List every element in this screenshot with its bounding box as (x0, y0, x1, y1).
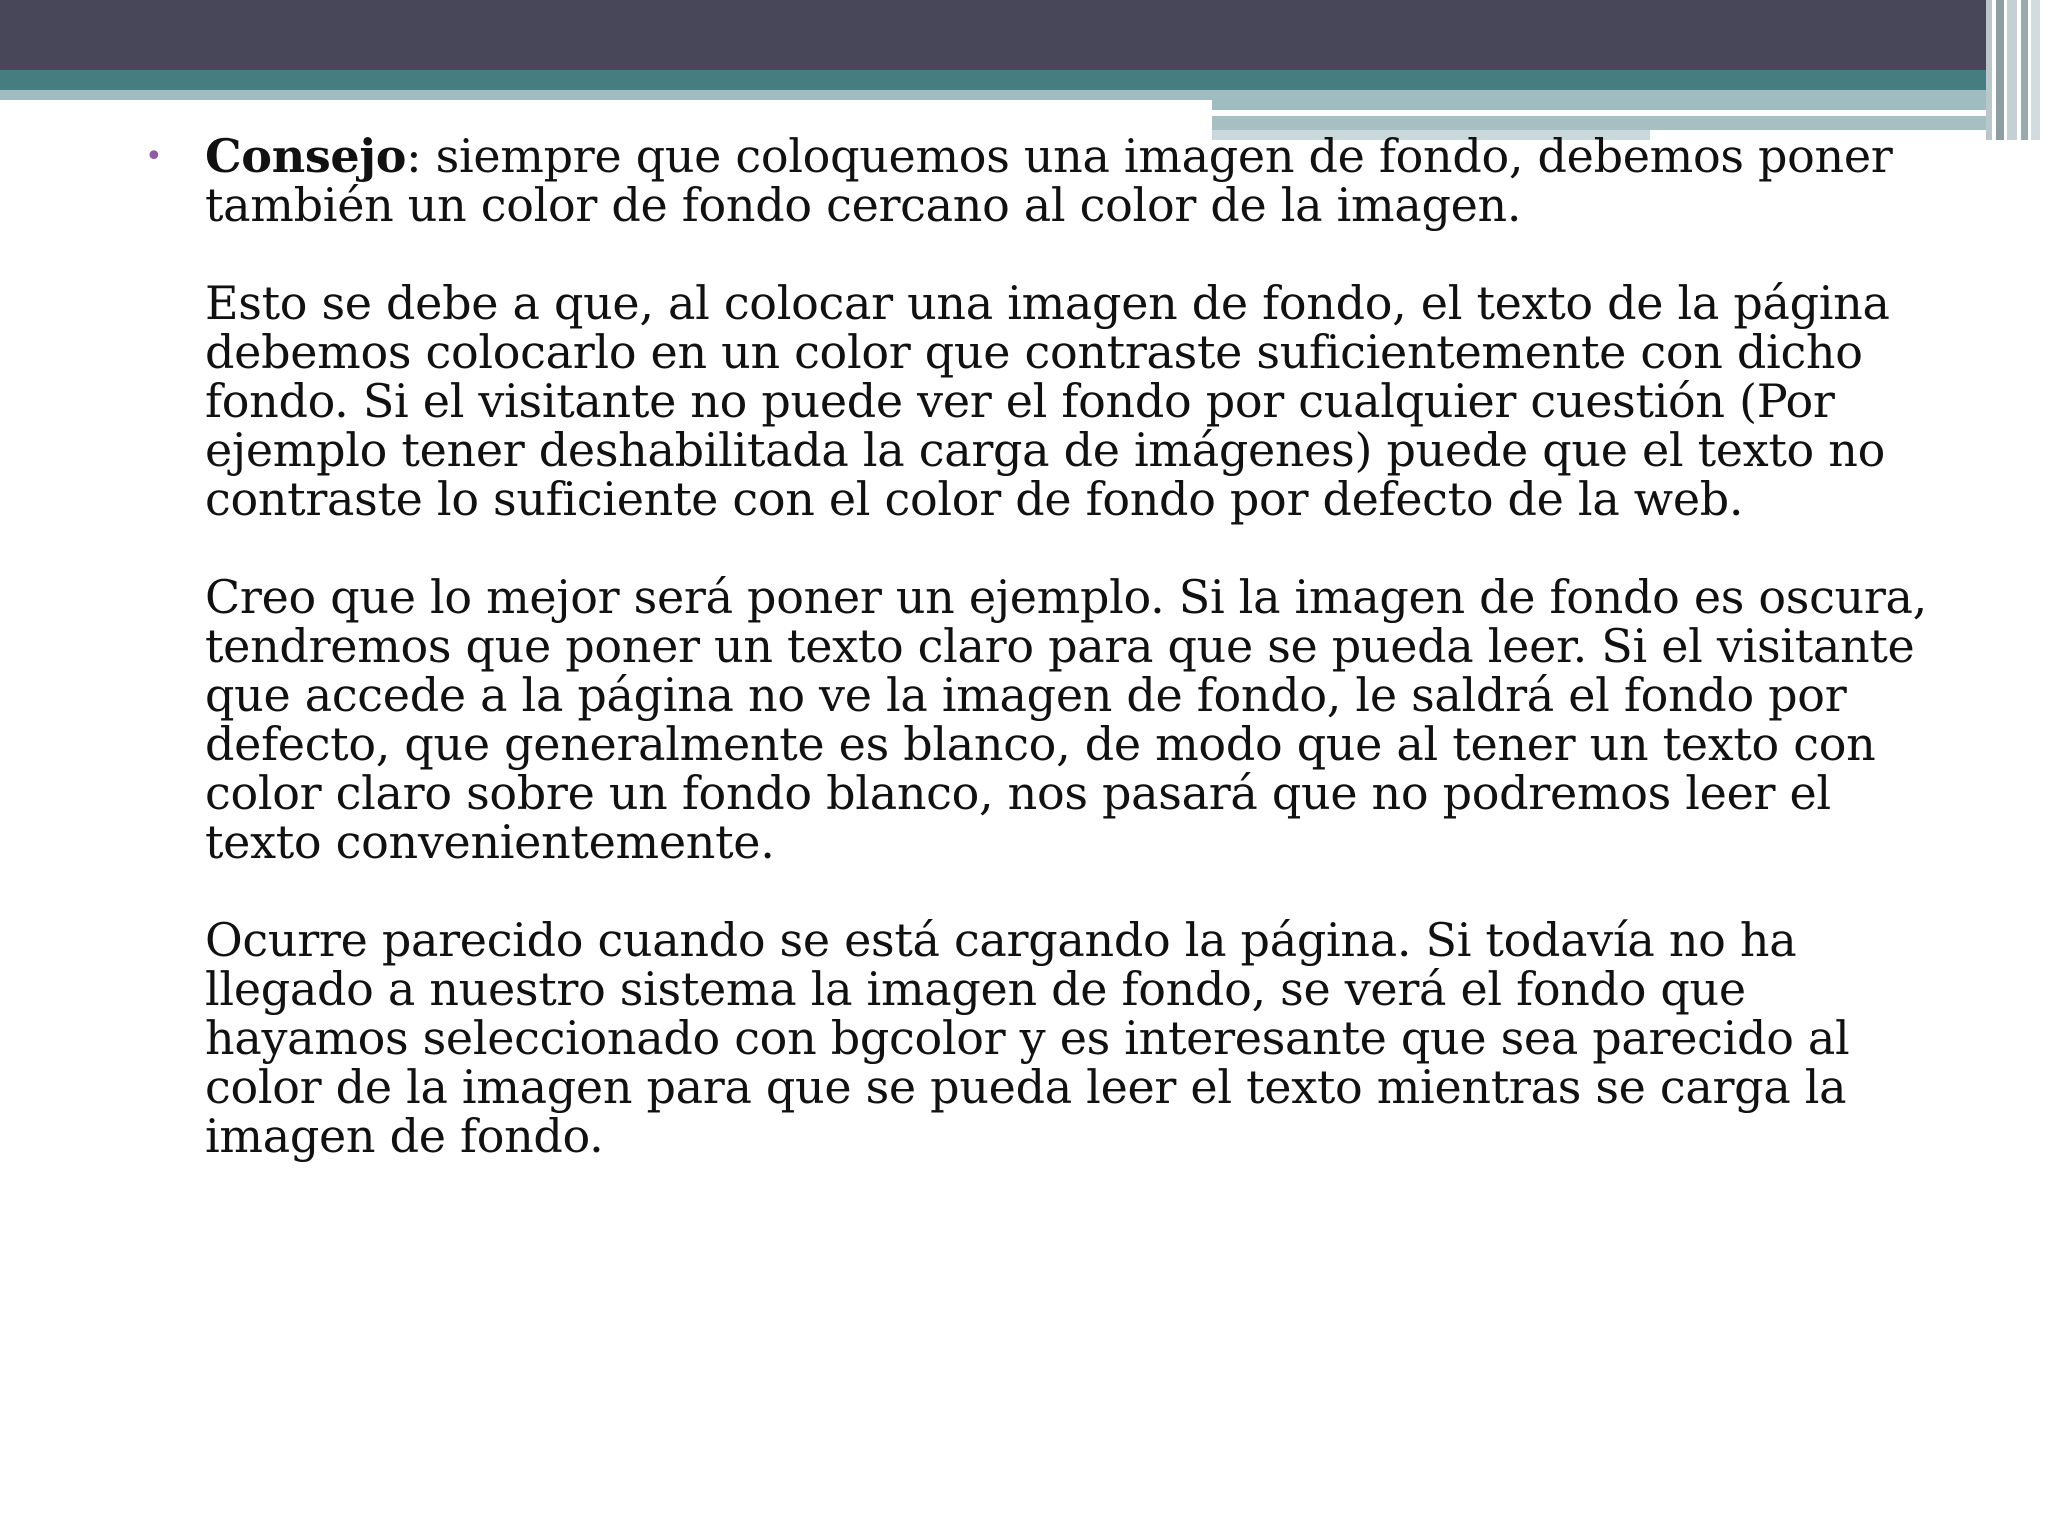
header-band-dark (0, 0, 2048, 70)
bullet-item (145, 129, 1935, 1163)
header-band-light (0, 90, 1212, 100)
bullet-text (205, 129, 1935, 1163)
paragraph-consejo (205, 129, 1935, 232)
bullet-dot-icon: • (145, 139, 163, 174)
consejo-text: : siempre que coloquemos una imagen de fondo, debemos poner también un color de fondo cercano al color de la imagen. (205, 129, 1893, 232)
paragraph-contrast: Esto se debe a que, al colocar una imagen de fondo, el texto de la página debemos colocarlo en un color que contraste suficientemente con dicho fondo. Si el visitante no puede ver el fondo por cualquier cuestión (Por ejemplo tener deshabilitada la carga de imágenes) puede que el texto no contraste lo suficiente con el color de fondo por defecto de la web. (205, 276, 1890, 526)
slide-body (145, 129, 1935, 1163)
header-band-light-lower (1212, 116, 2048, 130)
header-band-light-right (1212, 90, 2048, 110)
paragraph-example: Creo que lo mejor será poner un ejemplo. Si la imagen de fondo es oscura, tendremos que poner un texto claro para que se pueda leer. Si el visitante que accede a la página no ve la imagen de fondo, le saldrá el fondo por defecto, que generalmente es blanco, de modo que al tener un texto con color claro sobre un fondo blanco, nos pasará que no podremos leer el texto convenientemente. (205, 570, 1927, 869)
consejo-label: Consejo (205, 129, 407, 183)
header-stripes-decoration (1986, 0, 2048, 140)
header-band-teal (0, 70, 2048, 90)
paragraph-loading: Ocurre parecido cuando se está cargando la página. Si todavía no ha llegado a nuestro sistema la imagen de fondo, se verá el fondo que hayamos seleccionado con bgcolor y es interesante que sea parecido al color de la imagen para que se pueda leer el texto mientras se carga la imagen de fondo. (205, 913, 1850, 1163)
